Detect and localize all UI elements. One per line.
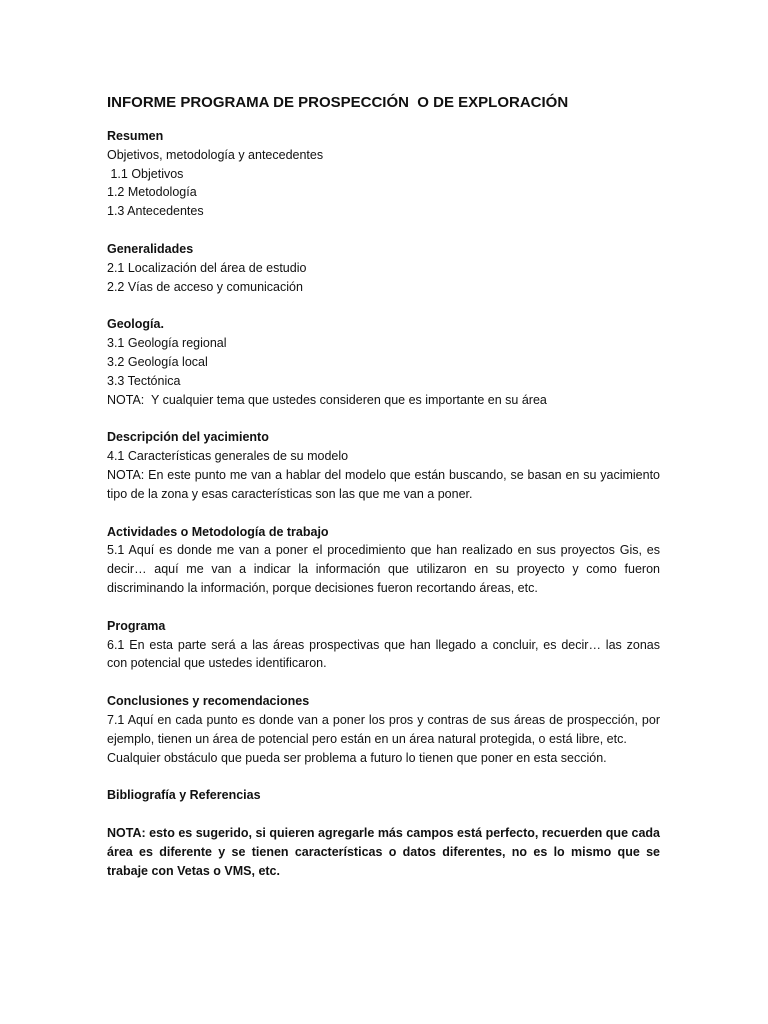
section-heading-conclusiones: Conclusiones y recomendaciones [107, 694, 310, 709]
section-heading-generalidades: Generalidades [107, 241, 194, 256]
section-resumen [107, 127, 660, 221]
generalidades-line: 2.2 Vías de acceso y comunicación [107, 279, 303, 294]
section-heading-resumen: Resumen [107, 129, 164, 143]
section-programa [107, 617, 660, 673]
section-yacimiento [107, 428, 660, 503]
geologia-line: 3.3 Tectónica [107, 373, 181, 388]
yacimiento-line: 4.1 Características generales de su modelo [107, 449, 349, 464]
section-bibliografia [107, 786, 660, 805]
resumen-line: Objetivos, metodología y antecedentes [107, 147, 324, 162]
section-actividades [107, 523, 660, 598]
resumen-line: 1.2 Metodología [107, 185, 197, 200]
geologia-line: 3.1 Geología regional [107, 336, 227, 351]
section-heading-bibliografia: Bibliografía y Referencias [107, 788, 261, 803]
generalidades-line: 2.1 Localización del área de estudio [107, 260, 307, 275]
conclusiones-line: Cualquier obstáculo que pueda ser problema a futuro lo tienen que poner en esta sección. [107, 750, 607, 765]
yacimiento-note: NOTA: En este punto me van a hablar del modelo que están buscando, se basan en su yacimiento tipo de la zona y esas características son las que me van a poner. [107, 467, 660, 501]
conclusiones-paragraph: 7.1 Aquí en cada punto es donde van a poner los pros y contras de sus áreas de prospección, por ejemplo, tienen un área de potencial pero están en un área natural protegida, o está libre, etc. [107, 712, 660, 746]
section-heading-yacimiento: Descripción del yacimiento [107, 430, 269, 445]
section-conclusiones [107, 692, 660, 767]
section-heading-programa: Programa [107, 618, 166, 633]
section-generalidades [107, 240, 660, 296]
section-heading-geologia: Geología. [107, 317, 164, 332]
actividades-paragraph: 5.1 Aquí es donde me van a poner el procedimiento que han realizado en sus proyectos Gis, es decir… aquí me van a indicar la información que utilizaron en su proyecto y como fueron discriminando la información, porque decisiones fueron recortando áreas, etc. [107, 543, 660, 595]
geologia-line: 3.2 Geología local [107, 354, 208, 369]
section-heading-actividades: Actividades o Metodología de trabajo [107, 524, 329, 539]
resumen-line: 1.3 Antecedentes [107, 204, 204, 219]
document-page [107, 93, 660, 900]
section-geologia [107, 315, 660, 409]
document-title: INFORME PROGRAMA DE PROSPECCIÓN O DE EXPLORACIÓN [107, 94, 569, 111]
section-nota-final [107, 824, 660, 880]
geologia-note: NOTA: Y cualquier tema que ustedes consideren que es importante en su área [107, 392, 547, 407]
final-note: NOTA: esto es sugerido, si quieren agregarle más campos está perfecto, recuerden que cada área es diferente y se tienen características o datos diferentes, no es lo mismo que se trabaje con Vetas o VMS, etc. [107, 826, 660, 878]
programa-paragraph: 6.1 En esta parte será a las áreas prospectivas que han llegado a concluir, es decir… las zonas con potencial que ustedes identificaron. [107, 637, 660, 671]
resumen-line: 1.1 Objetivos [107, 166, 184, 181]
